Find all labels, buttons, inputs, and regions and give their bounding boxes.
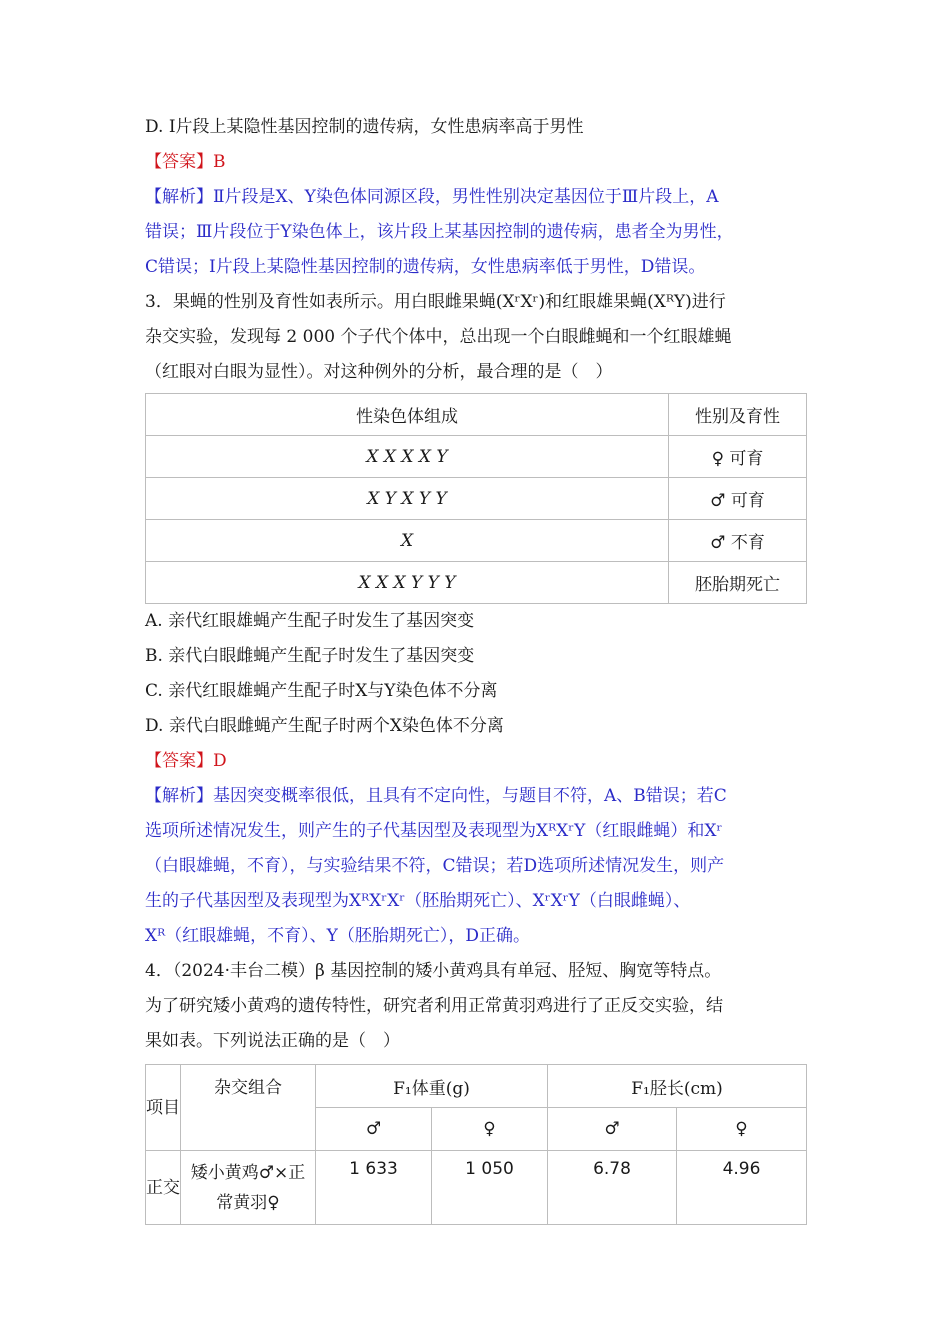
table-header-row: [146, 394, 807, 436]
q3-analysis-line-5: Xᴿ（红眼雄蝇，不育）、Y（胚胎期死亡），D正确。: [145, 926, 531, 946]
cell-item: 正交: [146, 1151, 181, 1225]
q3-table: [145, 393, 807, 604]
header-weight: F₁体重(g): [316, 1065, 548, 1108]
cell-chromosome: X X X Y Y Y: [146, 562, 669, 604]
table-header-row: [146, 1065, 807, 1108]
analysis-label: 【解析】: [145, 786, 213, 806]
q2-analysis-line-1: 【解析】Ⅱ片段是X、Y染色体同源区段，男性性别决定基因位于Ⅲ片段上，A: [145, 187, 719, 207]
header-length: F₁胫长(cm): [548, 1065, 807, 1108]
header-item: 项目: [146, 1065, 181, 1151]
cell-sex-fertility: ♂ 不育: [669, 520, 807, 562]
q2-option-d: D. Ⅰ片段上某隐性基因控制的遗传病，女性患病率高于男性: [145, 117, 584, 137]
q3-analysis-line-2: 选项所述情况发生，则产生的子代基因型及表现型为XᴿXʳY（红眼雌蝇）和Xʳ: [145, 821, 723, 841]
q3-analysis-line-4: 生的子代基因型及表现型为XᴿXʳXʳ（胚胎期死亡）、XʳXʳY（白眼雌蝇）、: [145, 891, 691, 911]
cell-length-male: 6.78: [548, 1151, 677, 1225]
q3-option-d: D. 亲代白眼雌蝇产生配子时两个X染色体不分离: [145, 716, 504, 736]
q3-stem-line-1: 3．果蝇的性别及育性如表所示。用白眼雌果蝇(XʳXʳ)和红眼雄果蝇(XᴿY)进行: [145, 292, 726, 312]
table-row: [146, 1151, 807, 1225]
header-length-male: ♂: [548, 1108, 677, 1151]
q3-analysis-line-1: 【解析】基因突变概率很低，且具有不定向性，与题目不符，A、B错误；若C: [145, 786, 727, 806]
cell-chromosome: X: [146, 520, 669, 562]
cell-length-female: 4.96: [677, 1151, 807, 1225]
analysis-label: 【解析】: [145, 187, 213, 207]
cell-chromosome: X X X X Y: [146, 436, 669, 478]
q3-stem-line-2: 杂交实验，发现每 2 000 个子代个体中，总出现一个白眼雌蝇和一个红眼雄蝇: [145, 327, 732, 347]
header-length-female: ♀: [677, 1108, 807, 1151]
q2-answer: [145, 145, 807, 180]
cell-chromosome: X Y X Y Y: [146, 478, 669, 520]
q2-analysis-line-3: C错误；Ⅰ片段上某隐性基因控制的遗传病，女性患病率低于男性，D错误。: [145, 257, 706, 277]
document-content: [145, 110, 807, 1225]
q3-analysis-line-3: （白眼雄蝇，不育），与实验结果不符，C错误；若D选项所述情况发生，则产: [145, 856, 725, 876]
answer-label: 【答案】: [145, 152, 213, 172]
table-row: [146, 562, 807, 604]
table-row: [146, 436, 807, 478]
table-row: [146, 478, 807, 520]
q2-analysis-line-2: 错误；Ⅲ片段位于Y染色体上，该片段上某基因控制的遗传病，患者全为男性，: [145, 222, 734, 242]
q3-answer: [145, 744, 807, 779]
q3-option-c: C. 亲代红眼雄蝇产生配子时X与Y染色体不分离: [145, 681, 498, 701]
cell-cross: 矮小黄鸡♂×正常黄羽♀: [181, 1151, 316, 1225]
cell-sex-fertility: ♂ 可育: [669, 478, 807, 520]
answer-value: B: [213, 152, 226, 172]
table-row: [146, 520, 807, 562]
header-weight-male: ♂: [316, 1108, 432, 1151]
q3-stem-line-3: （红眼对白眼为显性）。对这种例外的分析，最合理的是（ ）: [145, 362, 613, 382]
cell-sex-fertility: 胚胎期死亡: [669, 562, 807, 604]
q4-stem-line-1: 4．（2024·丰台二模）β 基因控制的矮小黄鸡具有单冠、胫短、胸宽等特点。: [145, 961, 722, 981]
header-chromosome: 性染色体组成: [146, 394, 669, 436]
header-cross: 杂交组合: [181, 1065, 316, 1151]
header-sex-fertility: 性别及育性: [669, 394, 807, 436]
q3-option-b: B. 亲代白眼雌蝇产生配子时发生了基因突变: [145, 646, 475, 666]
cell-sex-fertility: ♀ 可育: [669, 436, 807, 478]
answer-label: 【答案】: [145, 751, 213, 771]
cell-weight-female: 1 050: [432, 1151, 548, 1225]
cell-weight-male: 1 633: [316, 1151, 432, 1225]
q4-stem-line-2: 为了研究矮小黄鸡的遗传特性，研究者利用正常黄羽鸡进行了正反交实验，结: [145, 996, 723, 1016]
q4-stem-line-3: 果如表。下列说法正确的是（ ）: [145, 1031, 400, 1051]
header-weight-female: ♀: [432, 1108, 548, 1151]
q3-option-a: A. 亲代红眼雄蝇产生配子时发生了基因突变: [145, 611, 475, 631]
q4-table: [145, 1064, 807, 1225]
answer-value: D: [213, 751, 227, 771]
